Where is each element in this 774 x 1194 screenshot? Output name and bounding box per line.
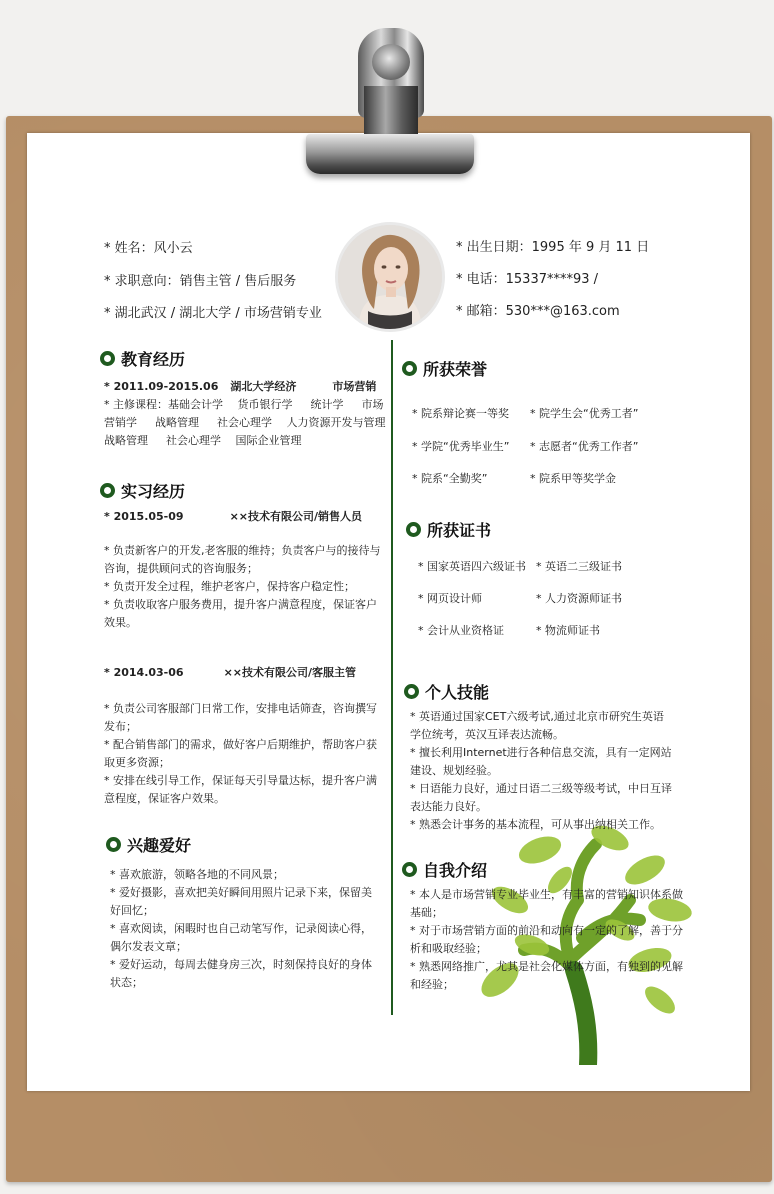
ring-icon (402, 862, 417, 877)
skill-line: * 擅长利用Internet进行各种信息交流，具有一定网站 (410, 746, 672, 759)
section-hobbies (106, 833, 191, 856)
hobby-line: * 喜欢阅读，闲暇时也自己动笔写作，记录阅读心得， (110, 922, 372, 935)
education-major: 市场营销 (332, 380, 377, 393)
honor-item: * 院学生会“优秀工者” (530, 407, 639, 420)
section-skills-title: 个人技能 (425, 683, 490, 702)
section-intro-title: 自我介绍 (423, 861, 488, 880)
cert-item: * 网页设计师 (418, 592, 482, 605)
skill-line: 表达能力良好。 (410, 800, 487, 813)
hobby-line: * 爱好摄影，喜欢把美好瞬间用照片记录下来，保留美 (110, 886, 372, 899)
section-internship (100, 479, 185, 502)
honor-item: * 学院“优秀毕业生” (412, 440, 510, 453)
skills-content (410, 708, 700, 834)
cert-item: * 国家英语四六级证书 (418, 560, 526, 573)
ring-icon (100, 351, 115, 366)
cert-item: * 人力资源师证书 (536, 592, 622, 605)
job2-header (104, 664, 356, 682)
ring-icon (404, 684, 419, 699)
avatar (335, 222, 445, 332)
hobby-line: 好回忆； (110, 904, 154, 917)
ring-icon (100, 483, 115, 498)
honor-item: * 院系辩论赛一等奖 (412, 407, 509, 420)
intro-line: * 熟悉网络推广，尤其是社会化媒体方面，有独到的见解 (410, 960, 683, 973)
header-name: * 姓名：风小云 (104, 241, 193, 256)
skill-line: * 英语通过国家CET六级考试,通过北京市研究生英语 (410, 710, 664, 723)
education-school: 湖北大学经济 (230, 380, 297, 393)
skill-line: * 日语能力良好，通过日语二三级等级考试，中日互译 (410, 782, 672, 795)
job2-company: ××技术有限公司/客服主管 (223, 666, 357, 679)
job2-details (104, 700, 389, 808)
intro-line: * 对于市场营销方面的前沿和动向有一定的了解，善于分 (410, 924, 683, 937)
education-course-line: * 主修课程：基础会计学 货币银行学 统计学 市场 (104, 398, 384, 411)
binder-clip-base (306, 134, 474, 174)
education-content (104, 378, 389, 450)
job1-details (104, 542, 389, 632)
section-hobbies-title: 兴趣爱好 (127, 836, 192, 855)
section-certs-title: 所获证书 (427, 521, 492, 540)
education-course-line: 营销学 战略管理 社会心理学 人力资源开发与管理 (104, 416, 386, 429)
intro-content (410, 886, 700, 994)
intro-line: 析和吸取经验； (410, 942, 487, 955)
column-divider (391, 340, 393, 1015)
job2-line: 意程度，保证客户效果。 (104, 792, 225, 805)
intro-line: 基础； (410, 906, 443, 919)
skill-line: * 熟悉会计事务的基本流程，可从事出纳相关工作。 (410, 818, 661, 831)
job1-line: 咨询，提供顾问式的咨询服务； (104, 562, 258, 575)
section-internship-title: 实习经历 (121, 482, 186, 501)
hobby-line: * 爱好运动，每周去健身房三次，时刻保持良好的身体 (110, 958, 372, 971)
header-phone: * 电话：15337****93 / (456, 272, 599, 287)
hobby-line: * 喜欢旅游，领略各地的不同风景； (110, 868, 284, 881)
job2-date: * 2014.03-06 (104, 666, 184, 679)
job1-line: 效果。 (104, 616, 137, 629)
honor-item: * 院系甲等奖学金 (530, 472, 616, 485)
job2-line: * 安排在线引导工作，保证每天引导量达标，提升客户满 (104, 774, 377, 787)
intro-line: * 本人是市场营销专业毕业生，有丰富的营销知识体系做 (410, 888, 683, 901)
header-intent: * 求职意向：销售主管 / 售后服务 (104, 274, 297, 289)
job1-date: * 2015.05-09 (104, 510, 184, 523)
section-certs (406, 518, 491, 541)
hobby-line: 偶尔发表文章； (110, 940, 187, 953)
section-honors-title: 所获荣誉 (423, 360, 488, 379)
honor-item: * 志愿者“优秀工作者” (530, 440, 639, 453)
job2-line: 取更多资源； (104, 756, 170, 769)
job2-line: * 负责公司客服部门日常工作，安排电话筛查，咨询撰写 (104, 702, 377, 715)
job1-line: * 负责收取客户服务费用，提升客户满意程度，保证客户 (104, 598, 377, 611)
section-education (100, 347, 185, 370)
skill-line: 建设、规划经验。 (410, 764, 498, 777)
education-date: * 2011.09-2015.06 (104, 380, 219, 393)
job1-line: * 负责新客户的开发,老客服的维持；负责客户与的接待与 (104, 544, 381, 557)
ring-icon (402, 361, 417, 376)
binder-clip-ring (372, 44, 410, 80)
job2-line: 发布； (104, 720, 137, 733)
binder-clip-body (364, 86, 418, 136)
header-email: * 邮箱：530***@163.com (456, 304, 620, 319)
section-honors (402, 357, 487, 380)
avatar-portrait (338, 225, 442, 329)
job1-company: ××技术有限公司/销售人员 (229, 510, 363, 523)
ring-icon (406, 522, 421, 537)
cert-item: * 英语二三级证书 (536, 560, 622, 573)
honor-item: * 院系“全勤奖” (412, 472, 488, 485)
job1-header (104, 508, 362, 526)
skill-line: 学位统考，英汉互译表达流畅。 (410, 728, 564, 741)
hobbies-content (110, 866, 390, 992)
ring-icon (106, 837, 121, 852)
job1-line: * 负责开发全过程，维护老客户，保持客户稳定性； (104, 580, 355, 593)
cert-item: * 会计从业资格证 (418, 624, 504, 637)
hobby-line: 状态； (110, 976, 143, 989)
intro-line: 和经验； (410, 978, 454, 991)
education-course-line: 战略管理 社会心理学 国际企业管理 (104, 434, 302, 447)
job2-line: * 配合销售部门的需求，做好客户后期维护，帮助客户获 (104, 738, 377, 751)
header-birth: * 出生日期：1995 年 9 月 11 日 (456, 240, 650, 255)
cert-item: * 物流师证书 (536, 624, 600, 637)
header-school: * 湖北武汉 / 湖北大学 / 市场营销专业 (104, 306, 322, 321)
section-education-title: 教育经历 (121, 350, 186, 369)
section-skills (404, 680, 489, 703)
section-intro (402, 858, 487, 881)
